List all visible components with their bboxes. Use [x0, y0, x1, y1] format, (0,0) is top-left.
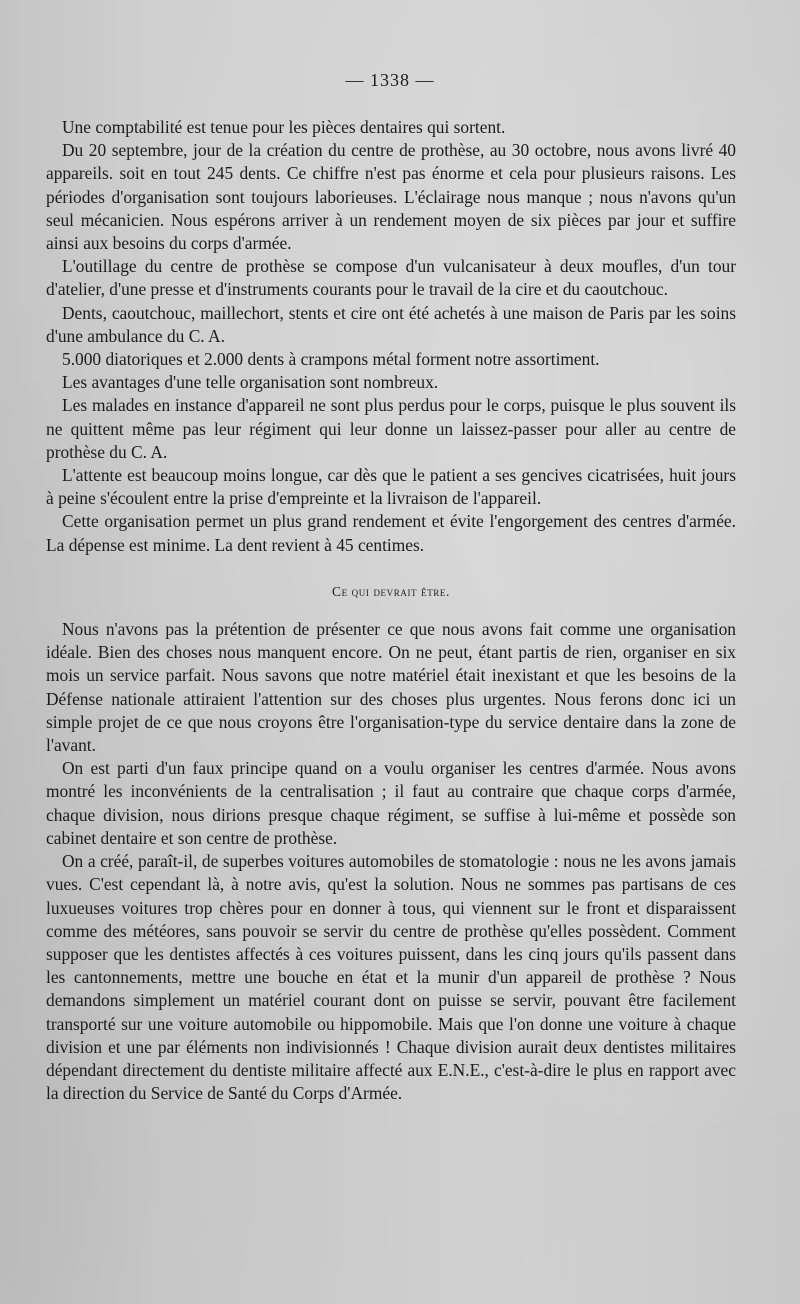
paragraph: L'outillage du centre de prothèse se compose d'un vulcanisateur à deux moufles, d'un tour d'atelier, d'une presse et d'instruments courants pour le travail de la cire et du caoutchouc.	[46, 256, 736, 300]
body-text	[46, 116, 736, 1105]
paragraph: L'attente est beaucoup moins longue, car dès que le patient a ses gencives cicatrisées, huit jours à peine s'écoulent entre la prise d'empreinte et la livraison de l'appareil.	[46, 465, 736, 509]
paragraph: Les avantages d'une telle organisation sont nombreux.	[62, 372, 439, 393]
paragraph: On est parti d'un faux principe quand on a voulu organiser les centres d'armée. Nous avons montré les inconvénients de la centralisation ; il faut au contraire que chaque corps d'armée, chaque division, nous dirions presque chaque régiment, se suffise à lui-même et possède son cabinet dentaire et son centre de prothèse.	[46, 758, 736, 848]
paragraph: Nous n'avons pas la prétention de présenter ce que nous avons fait comme une organisation idéale. Bien des choses nous manquent encore. On ne peut, étant partis de rien, organiser en six mois un service parfait. Nous savons que notre matériel était inexistant et que les besoins de la Défense nationale attiraient l'attention sur des choses plus urgentes. Nous ferons donc ici un simple projet de ce que nous croyons être l'organisation-type du service dentaire dans la zone de l'avant.	[46, 619, 736, 756]
paragraph: Cette organisation permet un plus grand rendement et évite l'engorgement des centres d'armée. La dépense est minime. La dent revient à 45 centimes.	[46, 511, 736, 555]
paragraph: Dents, caoutchouc, maillechort, stents et cire ont été achetés à une maison de Paris par les soins d'une ambulance du C. A.	[46, 302, 736, 346]
page-number: — 1338 —	[345, 70, 435, 90]
paragraph: Les malades en instance d'appareil ne sont plus perdus pour le corps, puisque le plus souvent ils ne quittent même pas leur régiment qui leur donne un laissez-passer pour aller au centre de prothèse du C. A.	[46, 395, 736, 462]
paragraph: On a créé, paraît-il, de superbes voitures automobiles de stomatologie : nous ne les avons jamais vues. C'est cependant là, à notre avis, qu'est la solution. Nous ne sommes pas partisans de ces luxueuses voitures trop chères pour en donner à tous, qui viennent sur le front et disparaissent comme des météores, sans pouvoir se servir du centre de prothèse qu'elles possèdent. Comment supposer que les dentistes affectés à ces voitures puissent, dans les cinq jours qu'ils passent dans les cantonnements, mettre une bouche en état et la munir d'un appareil de prothèse ? Nous demandons simplement un matériel courant dont on puisse se servir, pouvant être facilement transporté sur une voiture automobile ou hippomobile. Mais que l'on donne une voiture à chaque division et une par éléments non indivisionnés ! Chaque division aurait deux dentistes militaires dépendant directement du dentiste militaire affecté aux E.N.E., c'est-à-dire le plus en rapport avec la direction du Service de Santé du Corps d'Armée.	[46, 851, 736, 1104]
paragraph: 5.000 diatoriques et 2.000 dents à crampons métal forment notre assortiment.	[62, 349, 600, 370]
paragraph: Une comptabilité est tenue pour les pièces dentaires qui sortent.	[62, 117, 506, 137]
paragraph: Du 20 septembre, jour de la création du centre de prothèse, au 30 octobre, nous avons livré 40 appareils. soit en tout 245 dents. Ce chiffre n'est pas énorme et cela pour plusieurs raisons. Les périodes d'organisation sont toujours laborieuses. L'éclairage nous manque ; nous n'avons qu'un seul mécanicien. Nous espérons arriver à un rendement moyen de six pièces par jour et suffire ainsi aux besoins du corps d'armée.	[46, 140, 736, 254]
section-heading: Ce qui devrait être.	[332, 583, 450, 599]
